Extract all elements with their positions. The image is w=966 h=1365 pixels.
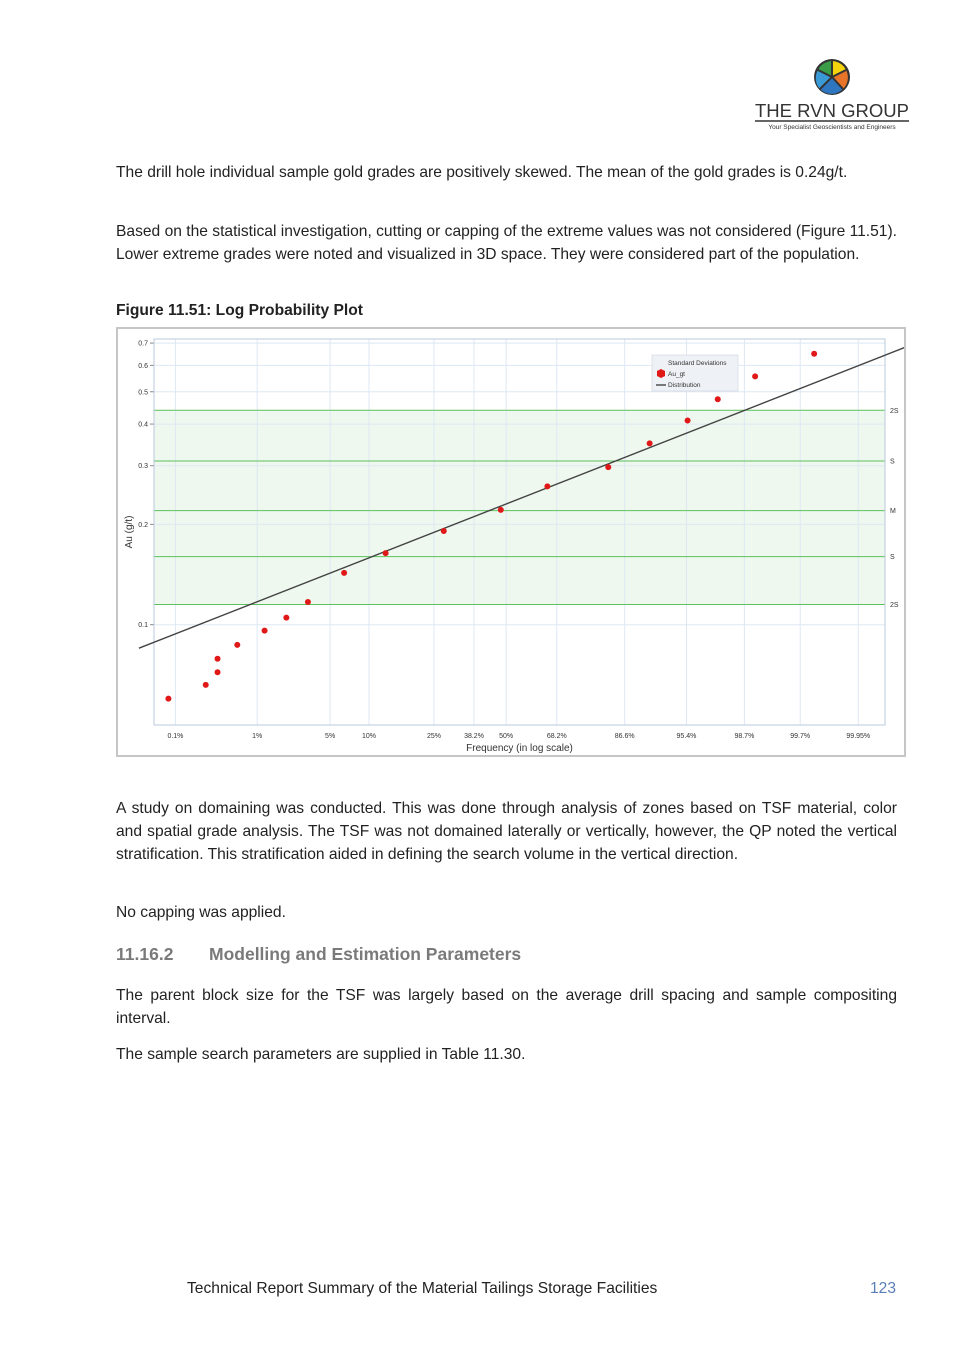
x-tick-label: 50% [499, 733, 514, 740]
logo-tagline: Your Specialist Geoscientists and Engineers [768, 124, 896, 131]
paragraph-domaining: A study on domaining was conducted. This was done through analysis of zones based on TSF material, color and spatial grade analysis. The TSF was not domained laterally or vertically, however, the QP noted the vertical stratification. This stratification aided in defining the search volume in the vertical direction. [116, 800, 897, 863]
std-band-label: 2S [890, 601, 899, 609]
data-point [544, 483, 550, 489]
x-tick-label: 86.6% [614, 733, 635, 740]
data-point [341, 570, 347, 576]
logo-name: THE RVN GROUP [755, 100, 909, 121]
data-point [441, 528, 447, 534]
y-tick-label: 0.5 [138, 389, 148, 397]
paragraph-block-size: The parent block size for the TSF was largely based on the average drill spacing and sample compositing interval. [116, 987, 897, 1027]
x-tick-label: 95.4% [676, 733, 697, 740]
std-band-label: M [890, 508, 896, 516]
x-tick-label: 1% [252, 733, 263, 740]
paragraph-grade-skew: The drill hole individual sample gold grades are positively skewed. The mean of the gold grades is 0.24g/t. [116, 164, 848, 181]
data-point [498, 507, 504, 513]
data-point [215, 669, 221, 675]
section-heading [116, 944, 521, 965]
data-point [383, 550, 389, 556]
paragraph-no-capping: No capping was applied. [116, 904, 286, 921]
section-number: 11.16.2 [116, 944, 174, 964]
section-title: Modelling and Estimation Parameters [209, 944, 522, 964]
x-tick-label: 99.7% [790, 733, 811, 740]
x-tick-label: 99.95% [846, 733, 871, 740]
y-tick-label: 0.4 [138, 421, 148, 429]
std-band-fill [154, 410, 885, 604]
legend-title: Standard Deviations [668, 360, 727, 367]
data-point [685, 417, 691, 423]
page-number: 123 [870, 1280, 897, 1297]
y-tick-label: 0.6 [138, 362, 148, 370]
data-point [752, 373, 758, 379]
x-tick-label: 68.2% [546, 733, 567, 740]
data-point [647, 440, 653, 446]
x-tick-label: 5% [325, 733, 336, 740]
data-point [605, 464, 611, 470]
figure-title: Figure 11.51: Log Probability Plot [116, 302, 363, 319]
legend-entry-points: Au_gt [668, 371, 685, 378]
company-logo [752, 58, 912, 134]
x-axis-title: Frequency (in log scale) [466, 743, 573, 754]
data-point [203, 682, 209, 688]
logo-circle-icon [814, 59, 850, 95]
data-point [715, 396, 721, 402]
x-tick-label: 38.2% [464, 733, 484, 740]
y-axis-title: Au (g/t) [124, 515, 135, 549]
x-tick-label: 25% [426, 733, 441, 740]
std-band-label: S [890, 554, 895, 562]
y-tick-label: 0.1 [138, 622, 148, 630]
std-band-label: 2S [890, 407, 899, 415]
std-band-label: S [890, 458, 895, 466]
y-tick-label: 0.2 [138, 521, 148, 529]
legend-entry-line: Distribution [668, 382, 701, 389]
y-tick-label: 0.3 [138, 463, 148, 471]
paragraph-search-parameters: The sample search parameters are supplied in Table 11.30. [116, 1046, 526, 1063]
data-point [215, 656, 221, 662]
paragraph-capping-statistics: Based on the statistical investigation, cutting or capping of the extreme values was not considered (Figure 11.51). Lower extreme grades were noted and visualized in 3D space. They were considered part of the population. [116, 223, 897, 263]
data-point [262, 628, 268, 634]
log-probability-chart [116, 327, 906, 757]
chart-svg [118, 329, 904, 755]
data-point [283, 615, 289, 621]
data-point [234, 642, 240, 648]
x-tick-label: 98.7% [734, 733, 755, 740]
x-tick-label: 10% [361, 733, 377, 740]
data-point [305, 599, 311, 605]
footer-text: Technical Report Summary of the Material Tailings Storage Facilities [187, 1280, 658, 1297]
x-tick-label: 0.1% [167, 733, 184, 740]
data-point [165, 696, 171, 702]
data-point [811, 351, 817, 357]
y-tick-label: 0.7 [138, 340, 148, 348]
